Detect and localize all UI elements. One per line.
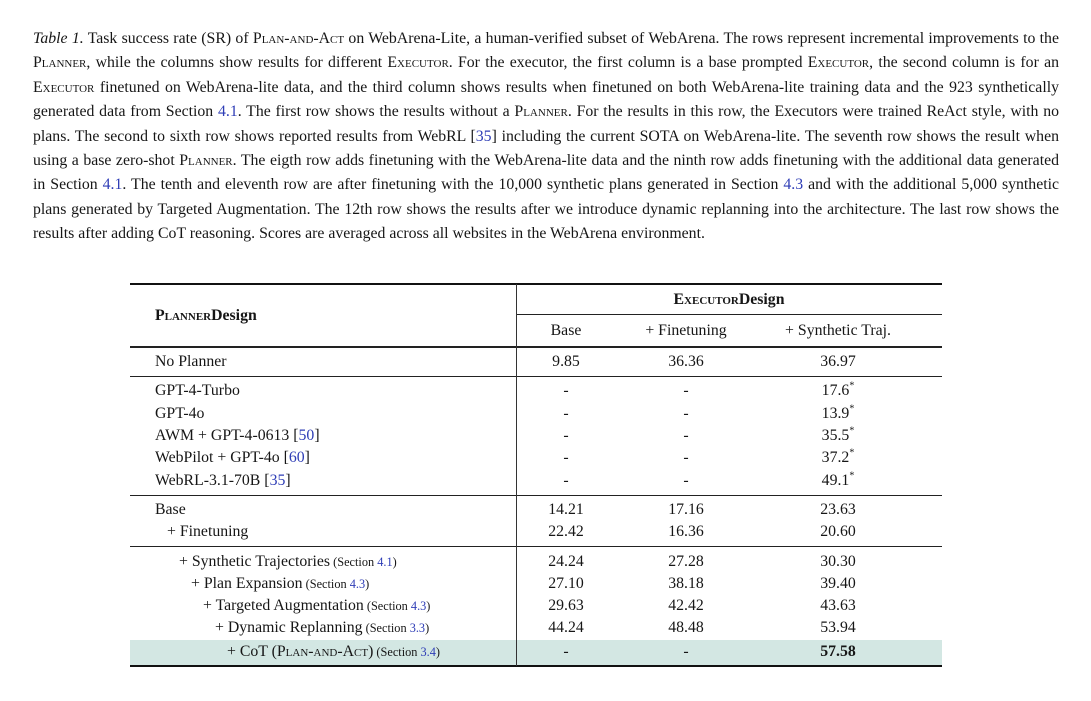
row-values bbox=[516, 597, 942, 615]
row-label bbox=[130, 643, 516, 661]
cell-value bbox=[756, 382, 920, 400]
cell-value bbox=[756, 575, 920, 593]
text-segment: . The eigth row adds finetuning with the WebArena-lite data and the ninth row adds finetuning with the additional data generated in Section bbox=[33, 152, 1059, 194]
row-values bbox=[516, 619, 942, 637]
text-segment: ) bbox=[425, 621, 430, 636]
asterisk-marker: * bbox=[849, 470, 855, 482]
cell-text: 29.63 bbox=[548, 597, 584, 615]
table-row bbox=[130, 380, 942, 402]
row-label bbox=[130, 619, 516, 637]
text-segment: + Synthetic Trajectories bbox=[179, 552, 331, 570]
text-segment: Task success rate (SR) of bbox=[83, 30, 253, 47]
ref-link[interactable]: 3.3 bbox=[409, 621, 426, 636]
cell-text: 39.40 bbox=[820, 574, 856, 592]
text-segment: , while the columns show results for different bbox=[86, 54, 388, 72]
text-segment: Planner bbox=[179, 152, 233, 170]
cell-value bbox=[516, 575, 616, 593]
cell-text: - bbox=[683, 427, 689, 445]
cell-text: 57.58 bbox=[820, 643, 856, 661]
text-segment: Plan-and-Act bbox=[252, 30, 345, 47]
row-label bbox=[130, 382, 516, 400]
cell-text: 53.94 bbox=[820, 619, 856, 637]
cell-text: 48.48 bbox=[668, 619, 704, 637]
text-segment: ) bbox=[392, 554, 397, 569]
row-label bbox=[130, 523, 516, 541]
text-segment: . The tenth and eleventh row are after finetuning with the 10,000 synthetic plans generated in Section bbox=[122, 176, 784, 194]
row-label bbox=[130, 353, 516, 371]
ref-link[interactable]: 4.3 bbox=[783, 176, 804, 194]
table-row-highlighted bbox=[130, 640, 942, 665]
column-header-finetuning: + Finetuning bbox=[645, 321, 727, 339]
text-segment: Planner bbox=[155, 306, 212, 324]
text-segment: WebRL-3.1-70B [ bbox=[155, 471, 270, 489]
table-row bbox=[130, 447, 942, 469]
cell-text: - bbox=[683, 643, 689, 661]
table-row bbox=[130, 351, 942, 373]
ref-link[interactable]: 35 bbox=[269, 471, 286, 489]
table-row bbox=[130, 550, 942, 572]
text-segment: (Section bbox=[302, 576, 350, 591]
row-values bbox=[516, 353, 942, 371]
cell-value bbox=[616, 597, 756, 615]
cell-value bbox=[516, 501, 616, 519]
column-headers bbox=[516, 315, 942, 346]
ref-link[interactable]: 4.1 bbox=[377, 554, 393, 569]
cell-value bbox=[616, 523, 756, 541]
cell-value bbox=[616, 427, 756, 445]
cell-value bbox=[516, 353, 616, 371]
cell-value bbox=[756, 523, 920, 541]
cell-value bbox=[516, 427, 616, 445]
cell-text: - bbox=[683, 471, 689, 489]
table-row bbox=[130, 403, 942, 425]
table-row bbox=[130, 573, 942, 595]
row-label bbox=[130, 472, 516, 490]
cell-text: 36.36 bbox=[668, 353, 704, 371]
cell-text: 9.85 bbox=[552, 353, 580, 371]
text-segment: , the second column is for an bbox=[869, 54, 1060, 72]
cell-text: 42.42 bbox=[668, 597, 704, 615]
ref-link[interactable]: 3.4 bbox=[420, 645, 436, 660]
text-segment: Executor bbox=[33, 78, 95, 96]
text-segment: ] including the current SOTA on WebArena-lite. The seventh row shows the result when using a base zero-shot bbox=[33, 127, 1059, 170]
table-row bbox=[130, 595, 942, 617]
cell-value bbox=[756, 619, 920, 637]
cell-value bbox=[516, 597, 616, 615]
table-row bbox=[130, 521, 942, 543]
text-segment: finetuned on WebArena-lite data, and the third column shows results when finetuned on both WebArena-lite training data and the 923 synthetically generated data from Section bbox=[33, 78, 1059, 121]
cell-value bbox=[616, 405, 756, 423]
column-header-base: Base bbox=[550, 321, 582, 339]
cell-value bbox=[756, 597, 920, 615]
row-values bbox=[516, 449, 942, 467]
text-segment: GPT-4o bbox=[155, 404, 205, 422]
text-segment: ) bbox=[426, 599, 431, 614]
cell-value bbox=[756, 427, 920, 445]
text-segment: Table 1. bbox=[33, 30, 84, 47]
text-segment: Executor bbox=[673, 290, 739, 308]
row-values bbox=[516, 501, 942, 519]
cell-value bbox=[616, 472, 756, 490]
cell-value bbox=[616, 353, 756, 371]
table-row bbox=[130, 425, 942, 447]
text-segment: WebPilot + GPT-4o [ bbox=[155, 449, 289, 467]
text-segment: + Targeted Augmentation bbox=[203, 597, 364, 615]
text-segment: . For the results in this row, the Executors were trained ReAct style, with no plans. The second to sixth row shows reported results from WebRL [ bbox=[33, 103, 1059, 145]
cell-text: 14.21 bbox=[548, 500, 584, 518]
text-segment: Design bbox=[211, 306, 257, 324]
row-label bbox=[130, 575, 516, 593]
cell-text: 13.9 bbox=[821, 404, 850, 422]
text-segment: (Section bbox=[373, 645, 421, 660]
row-label bbox=[130, 553, 516, 571]
cell-value bbox=[756, 643, 920, 661]
asterisk-marker: * bbox=[849, 448, 855, 460]
cell-text: - bbox=[563, 471, 569, 489]
text-segment: ) bbox=[365, 576, 370, 591]
cell-text: 23.63 bbox=[820, 500, 856, 518]
planner-design-header bbox=[130, 285, 516, 346]
cell-value bbox=[756, 405, 920, 423]
text-segment: and with the additional 5,000 synthetic plans generated by Targeted Augmentation. The 12th row shows the results after we introduce dynamic replanning into the architecture. The last row shows the results after adding CoT reasoning. Scores are averaged across all websites in the WebArena environment. bbox=[33, 176, 1059, 243]
row-values bbox=[516, 553, 942, 571]
cell-text: 17.16 bbox=[668, 500, 704, 518]
cell-text: 30.30 bbox=[820, 552, 856, 570]
text-segment: (Section bbox=[330, 554, 378, 569]
table-bottom-rule bbox=[130, 665, 942, 667]
ref-link[interactable]: 60 bbox=[288, 449, 305, 467]
table-row bbox=[130, 617, 942, 639]
cell-text: 17.6 bbox=[821, 382, 850, 400]
table-row bbox=[130, 499, 942, 521]
cell-value bbox=[756, 472, 920, 490]
cell-text: 16.36 bbox=[668, 523, 704, 541]
cell-text: 44.24 bbox=[548, 619, 584, 637]
cell-value bbox=[756, 553, 920, 571]
cell-text: 36.97 bbox=[820, 353, 856, 371]
text-segment: on WebArena-Lite, a human-verified subset of WebArena. The rows represent incremental improvements to the bbox=[344, 30, 1059, 47]
cell-value bbox=[516, 472, 616, 490]
cell-value bbox=[516, 405, 616, 423]
text-segment: Planner bbox=[33, 54, 87, 72]
cell-value bbox=[616, 382, 756, 400]
cell-text: 27.28 bbox=[668, 552, 704, 570]
row-values bbox=[516, 405, 942, 423]
cell-text: - bbox=[563, 382, 569, 400]
cell-value bbox=[616, 619, 756, 637]
cell-value bbox=[756, 449, 920, 467]
cell-text: - bbox=[563, 643, 569, 661]
cell-value bbox=[616, 553, 756, 571]
results-table bbox=[130, 283, 942, 667]
text-segment: No Planner bbox=[155, 353, 227, 371]
text-segment: Executor bbox=[807, 54, 870, 72]
cell-value bbox=[516, 523, 616, 541]
executor-header-block bbox=[516, 285, 942, 346]
asterisk-marker: * bbox=[849, 381, 855, 393]
cell-value bbox=[516, 553, 616, 571]
executor-design-header bbox=[516, 285, 942, 315]
cell-text: - bbox=[683, 404, 689, 422]
text-segment: ) bbox=[435, 645, 440, 660]
text-segment: . The first row shows the results without a bbox=[237, 103, 515, 121]
table-group bbox=[130, 496, 942, 547]
text-segment: (Section bbox=[362, 621, 410, 636]
asterisk-marker: * bbox=[849, 425, 855, 437]
cell-text: 38.18 bbox=[668, 574, 704, 592]
ref-link[interactable]: 4.1 bbox=[102, 176, 123, 194]
row-label bbox=[130, 501, 516, 519]
ref-link[interactable]: 4.3 bbox=[349, 576, 366, 591]
cell-value bbox=[616, 643, 756, 661]
text-segment: ] bbox=[285, 471, 291, 489]
row-label bbox=[130, 427, 516, 445]
row-label bbox=[130, 449, 516, 467]
cell-text: - bbox=[563, 404, 569, 422]
row-values bbox=[516, 382, 942, 400]
ref-link[interactable]: 4.1 bbox=[217, 103, 238, 121]
text-segment: Design bbox=[738, 290, 785, 308]
text-segment: + Finetuning bbox=[167, 523, 249, 541]
text-segment: . For the executor, the first column is a base prompted bbox=[448, 54, 808, 72]
column-header-synthetic-traj: + Synthetic Traj. bbox=[785, 321, 891, 339]
cell-text: - bbox=[683, 449, 689, 467]
cell-text: 49.1 bbox=[821, 471, 850, 489]
table-caption bbox=[33, 27, 1059, 247]
text-segment: + Plan Expansion bbox=[191, 574, 303, 592]
cell-value bbox=[516, 619, 616, 637]
cell-value bbox=[616, 449, 756, 467]
text-segment: ) bbox=[368, 643, 374, 661]
cell-text: 43.63 bbox=[820, 597, 856, 615]
cell-text: 22.42 bbox=[548, 523, 584, 541]
cell-text: 35.5 bbox=[821, 427, 850, 445]
ref-link[interactable]: 50 bbox=[298, 427, 315, 445]
cell-text: - bbox=[563, 449, 569, 467]
cell-text: 24.24 bbox=[548, 552, 584, 570]
row-label bbox=[130, 405, 516, 423]
cell-text: 27.10 bbox=[548, 574, 584, 592]
cell-value bbox=[616, 501, 756, 519]
table-body bbox=[130, 348, 942, 665]
table-group bbox=[130, 348, 942, 376]
text-segment: Base bbox=[155, 500, 186, 518]
text-segment: AWM + GPT-4-0613 [ bbox=[155, 427, 299, 445]
row-values bbox=[516, 643, 942, 661]
text-segment: ] bbox=[304, 449, 310, 467]
cell-value bbox=[756, 501, 920, 519]
row-values bbox=[516, 575, 942, 593]
cell-value bbox=[516, 449, 616, 467]
asterisk-marker: * bbox=[849, 403, 855, 415]
row-values bbox=[516, 472, 942, 490]
row-values bbox=[516, 523, 942, 541]
table-group bbox=[130, 547, 942, 664]
cell-value bbox=[756, 353, 920, 371]
text-segment: Plan-and-Act bbox=[276, 643, 369, 661]
cell-text: 20.60 bbox=[820, 523, 856, 541]
text-segment: Executor bbox=[387, 54, 449, 72]
text-segment: ] bbox=[314, 427, 320, 445]
row-label bbox=[130, 597, 516, 615]
cell-value bbox=[616, 575, 756, 593]
cell-text: - bbox=[683, 382, 689, 400]
text-segment: + Dynamic Replanning bbox=[215, 619, 363, 637]
text-segment: Planner bbox=[514, 103, 568, 121]
ref-link[interactable]: 35 bbox=[475, 127, 492, 145]
cell-value bbox=[516, 382, 616, 400]
ref-link[interactable]: 4.3 bbox=[410, 599, 427, 614]
row-values bbox=[516, 427, 942, 445]
table-header bbox=[130, 285, 942, 346]
table-group bbox=[130, 377, 942, 494]
text-segment: + CoT ( bbox=[227, 643, 277, 661]
table-row bbox=[130, 469, 942, 491]
cell-value bbox=[516, 643, 616, 661]
column-divider-line bbox=[516, 284, 517, 666]
text-segment: GPT-4-Turbo bbox=[155, 382, 240, 400]
cell-text: - bbox=[563, 427, 569, 445]
text-segment: (Section bbox=[363, 599, 411, 614]
cell-text: 37.2 bbox=[821, 449, 850, 467]
